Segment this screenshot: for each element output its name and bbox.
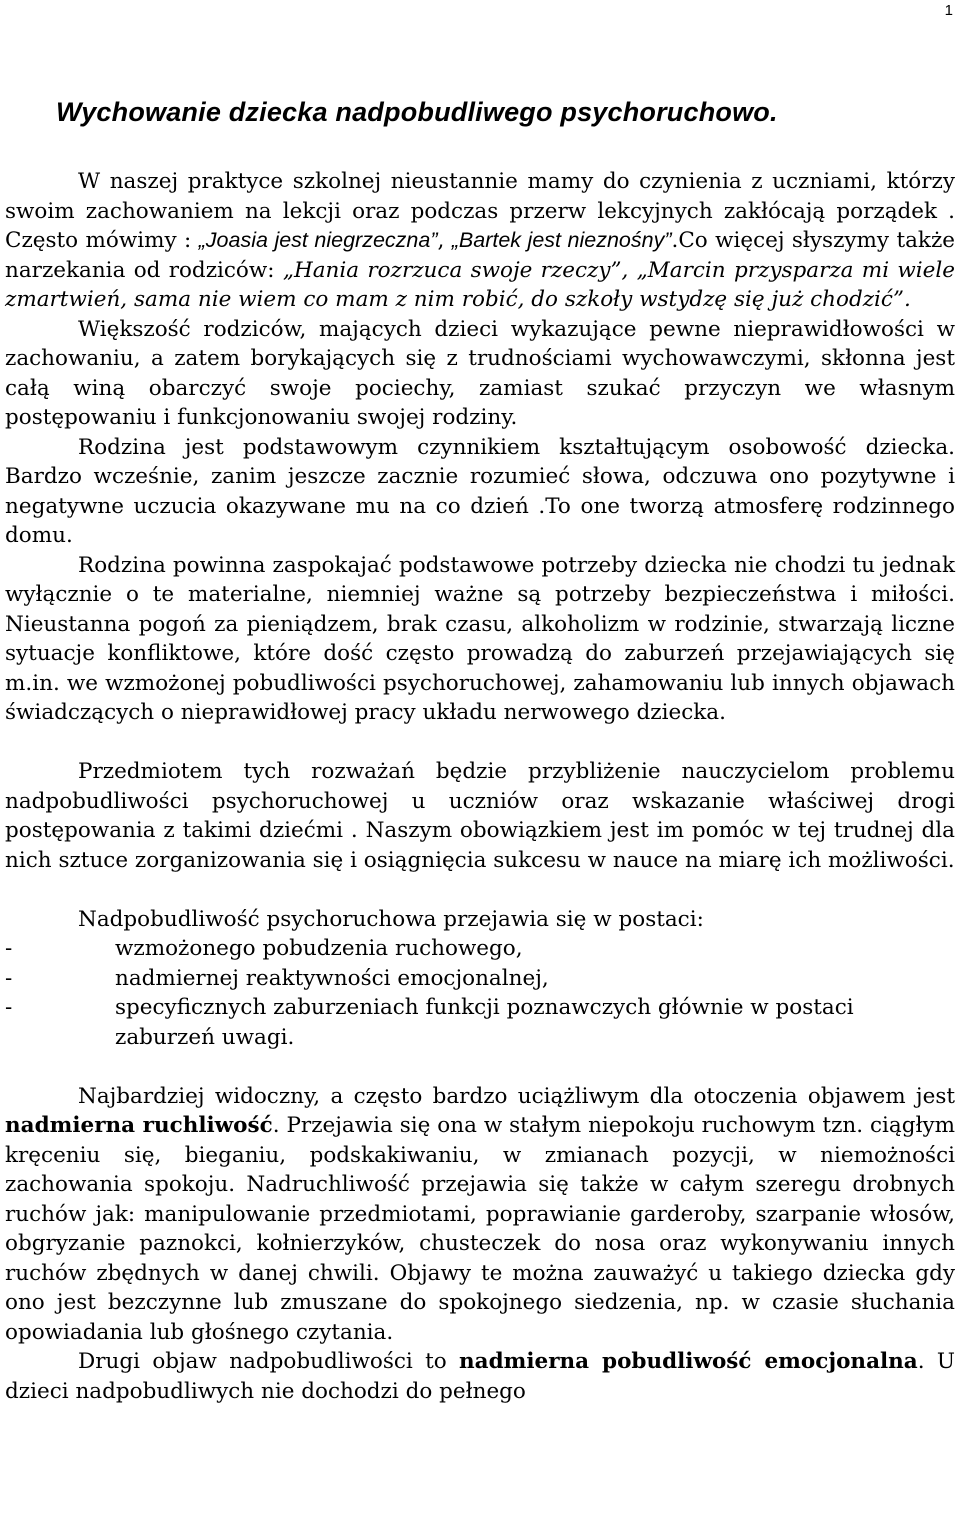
text-run: . U dzieci nadpobudliwych nie dochodzi do pełnego bbox=[5, 1349, 956, 1404]
text-run: Drugi objaw nadpobudliwości to bbox=[78, 1349, 459, 1374]
bold-term: nadmierna pobudliwość emocjonalna bbox=[459, 1349, 918, 1374]
paragraph-intro bbox=[5, 167, 955, 315]
text-run: . Przejawia się ona w stałym niepokoju ruchowym tzn. ciągłym kręceniu się, bieganiu, podskakiwaniu, w zmianach pozycji, w niemożności zachowania spokoju. Nadruchliwość przejawia się także w całym szeregu drobnych ruchów jak: manipulowanie przedmiotami, poprawianie garderoby, szarpanie włosów, obgryzanie paznokci, kołnierzyków, chusteczek do nosa oraz wykonywaniu innych ruchów zbędnych w danej chwili. Objawy te można zauważyć u takiego dziecka gdy ono jest bezczynne lub zmuszane do spokojnego siedzenia, np. w czasie słuchania opowiadania lub głośnego czytania. bbox=[5, 1113, 955, 1345]
paragraph-symptoms-intro: Nadpobudliwość psychoruchowa przejawia się w postaci: bbox=[78, 906, 704, 932]
document-body bbox=[5, 167, 955, 1406]
paragraph-parents: Większość rodziców, mających dzieci wykazujące pewne nieprawidłowości w zachowaniu, a zatem borykających się z trudnościami wychowawczymi, skłonna jest całą winą obarczyć swoje pociechy, zamiast szukać przyczyn we własnym postępowaniu i funkcjonowaniu swojej rodziny. bbox=[5, 316, 955, 430]
text-run: Najbardziej widoczny, a często bardzo uciążliwym dla otoczenia objawem jest bbox=[78, 1083, 955, 1109]
text-run: W naszej praktyce szkolnej nieustannie mamy do czynienia z uczniami, którzy swoim zachowaniem na lekcji oraz podczas przerw lekcyjnych zakłócają porządek . Często mówimy : bbox=[5, 169, 955, 253]
quote-bartek: „Bartek jest nieznośny” bbox=[451, 228, 672, 252]
bold-term: nadmierna ruchliwość bbox=[5, 1113, 273, 1138]
page-number: 1 bbox=[944, 2, 953, 19]
list-item: - wzmożonego pobudzenia ruchowego, bbox=[5, 936, 523, 961]
text-run: .Co więcej słyszymy także narzekania od rodziców: bbox=[5, 228, 955, 283]
paragraph-emotional bbox=[5, 1347, 955, 1406]
text-run: , bbox=[437, 228, 452, 253]
quote-parents: „Hania rozrzuca swoje rzeczy”, „Marcin przysparza mi wiele zmartwień, sama nie wiem co mam z nim robić, do szkoły wstydzę się już chodzić”. bbox=[5, 257, 955, 312]
document-title: Wychowanie dziecka nadpobudliwego psychoruchowo. bbox=[56, 97, 778, 127]
paragraph-family: Rodzina jest podstawowym czynnikiem kształtującym osobowość dziecka. Bardzo wcześnie, zanim jeszcze zacznie rozumieć słowa, odczuwa ono pozytywne i negatywne uczucia okazywane mu na co dzień .To one tworzą atmosferę rodzinnego domu. bbox=[5, 434, 955, 548]
symptoms-list bbox=[5, 934, 955, 1052]
quote-joasia: „Joasia jest niegrzeczna” bbox=[198, 228, 438, 252]
paragraph-needs: Rodzina powinna zaspokajać podstawowe potrzeby dziecka nie chodzi tu jednak wyłącznie o te materialne, niemniej ważne są potrzeby bezpieczeństwa i miłości. Nieustanna pogoń za pieniądzem, brak czasu, alkoholizm w rodzinie, stwarzają liczne sytuacje konfliktowe, które dość często prowadzą do zaburzeń przejawiających się m.in. we wzmożonej pobudliwości psychoruchowej, zahamowaniu lub innych objawach świadczących o nieprawidłowej pracy układu nerwowego dziecka. bbox=[5, 552, 955, 725]
paragraph-purpose: Przedmiotem tych rozważań będzie przybliżenie nauczycielom problemu nadpobudliwości psychoruchowej u uczniów oraz wskazanie właściwej drogi postępowania z takimi dziećmi . Naszym obowiązkiem jest im pomóc w tej trudnej dla nich sztuce zorganizowania się i osiągnięcia sukcesu w nauce na miarę ich możliwości. bbox=[5, 759, 955, 873]
list-item: - specyficznych zaburzeniach funkcji poznawczych głównie w postaci zaburzeń uwagi. bbox=[5, 995, 854, 1050]
paragraph-hyperactivity bbox=[5, 1082, 955, 1348]
list-item: - nadmiernej reaktywności emocjonalnej, bbox=[5, 965, 549, 991]
